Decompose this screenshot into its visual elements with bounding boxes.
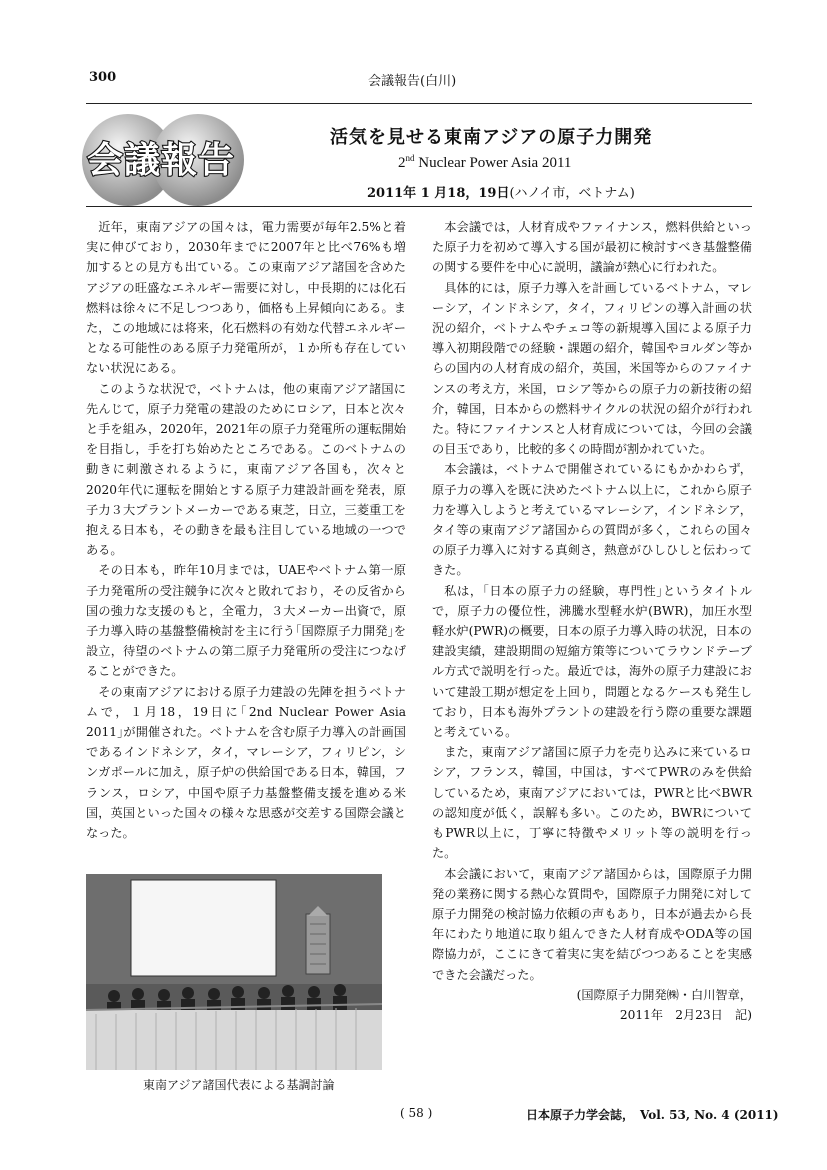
running-title: 会議報告(白川): [368, 74, 457, 89]
left-column: [86, 217, 406, 843]
signature-line-2: 2011年 2月23日 記): [619, 1007, 752, 1022]
footer-journal-citation: 日本原子力学会誌， Vol. 53, No. 4 (2011): [526, 1108, 779, 1122]
footer-page-number: ( 58 ): [400, 1106, 433, 1120]
paragraph: その日本も，昨年10月までは，UAEやベトナム第一原子力発電所の受注競争に次々と敗れており，その反省から国の強力な支援のもと，全電力，３大メーカー出資で，原子力導入時の基盤整備検討を主に行う｢国際原子力開発｣を設立，待望のベトナムの第二原子力発電所の受注につなげることができた。: [86, 563, 406, 679]
signature-line-1: (国際原子力開発㈱・白川智章，: [576, 987, 752, 1002]
paragraph: その東南アジアにおける原子力建設の先陣を担うベトナムで，１月18，19日に｢2nd Nuclear Power Asia 2011｣が開催された。ベトナムを含む原子力導入の計画国であるインドネシア，タイ，マレーシア，フィリピン，シンガポールに加え，原子炉の供給国である日本，韓国，フランス，ロシア，中国や原子力基盤整備支援を進める米国，英国といった国々の様々な思惑が交差する国際会議となった。: [86, 684, 406, 841]
article-dateline: 2011年 1 月18，19日(ハノイ市，ベトナム): [367, 186, 635, 201]
paragraph: 近年，東南アジアの国々は，電力需要が毎年2.5%と着実に伸びており，2030年までに2007年と比べ76%も増加するとの見方も出ている。この東南アジア諸国を含めたアジアの旺盛なエネルギー需要に対し，中長期的には化石燃料は徐々に不足しつつあり，価格も上昇傾向にある。また，この地域には将来，化石燃料の有効な代替エネルギーとなる可能性のある原子力発電所が，１か所も存在していない状況にある。: [86, 220, 406, 376]
paragraph: また，東南アジア諸国に原子力を売り込みに来ているロシア，フランス，韓国，中国は，すべてPWRのみを供給しているため，東南アジアにおいては，PWRと比べBWRの認知度が低く，誤解も多い。このため，BWRについてもPWR以上に，丁寧に特徴やメリット等の説明を行った。: [432, 745, 752, 861]
conference-photo: [86, 874, 382, 1070]
photo-caption: 東南アジア諸国代表による基調討論: [143, 1078, 335, 1092]
right-column: [432, 217, 752, 1025]
page-number: 300: [89, 70, 117, 85]
paragraph: 私は，｢日本の原子力の経験，専門性｣というタイトルで，原子力の優位性，沸騰水型軽水炉(BWR)，加圧水型軽水炉(PWR)の概要，日本の原子力導入時の状況，日本の建設実績，建設期間の短縮方策等についてラウンドテーブル方式で説明を行った。最近では，海外の原子力建設において建設工期が想定を上回り，問題となるケースも発生しており，日本も海外プラントの建設を行う際の重要な課題と考えている。: [432, 583, 752, 740]
paragraph: 本会議において，東南アジア諸国からは，国際原子力開発の業務に関する熱心な質問や，国際原子力開発に対して原子力開発の検討協力依頼の声もあり，日本が過去から長年にわたり地道に取り組んできた人材育成やODA等の国際協力が，ここにきて着実に実を結びつつあることを実感できた会議だった。: [432, 866, 752, 982]
paragraph: 本会議は，ベトナムで開催されているにもかかわらず，原子力の導入を既に決めたベトナム以上に，これから原子力を導入しようと考えているマレーシア，インドネシア，タイ等の東南アジア諸国からの質問が多く，これらの国々の原子力導入に対する真剣さ，熱意がひしひしと伝わってきた。: [432, 462, 752, 578]
paragraph: 具体的には，原子力導入を計画しているベトナム，マレーシア，インドネシア，タイ，フィリピンの導入計画の状況の紹介，ベトナムやチェコ等の新規導入国による原子力導入初期段階での経験・課題の紹介，韓国やヨルダン等からの国内の人材育成の紹介，英国，米国等からのファイナンスの考え方，米国，ロシア等からの原子力の新技術の紹介，韓国，日本からの燃料サイクルの状況の紹介が行われた。特にファイナンスと人材育成については，今回の会議の目玉であり，比較的多くの時間が割かれていた。: [432, 280, 752, 457]
paragraph: このような状況で，ベトナムは，他の東南アジア諸国に先んじて，原子力発電の建設のためにロシア，日本と次々と手を組み，2020年，2021年の原子力発電所の運転開始を目指し，手を打ち始めたところである。このベトナムの動きに刺激されるように，東南アジア各国も，次々と2020年代に運転を開始とする原子力建設計画を発表，原子力３大プラントメーカーである東芝，日立，三菱重工を抱える日本も，その動きを最も注目している地域の一つである。: [86, 381, 406, 558]
header-rule: [86, 103, 752, 104]
paragraph: 本会議では，人材育成やファイナンス，燃料供給といった原子力を初めて導入する国が最初に検討すべき基盤整備の関する要件を中心に説明，議論が熱心に行われた。: [432, 220, 752, 275]
article-title: 活気を見せる東南アジアの原子力開発: [330, 127, 653, 148]
conference-report-logo: [72, 112, 250, 208]
svg-text:会議報告: 会議報告: [86, 140, 236, 181]
article-subtitle: 2nd Nuclear Power Asia 2011: [398, 153, 572, 171]
section-rule: [86, 206, 752, 207]
